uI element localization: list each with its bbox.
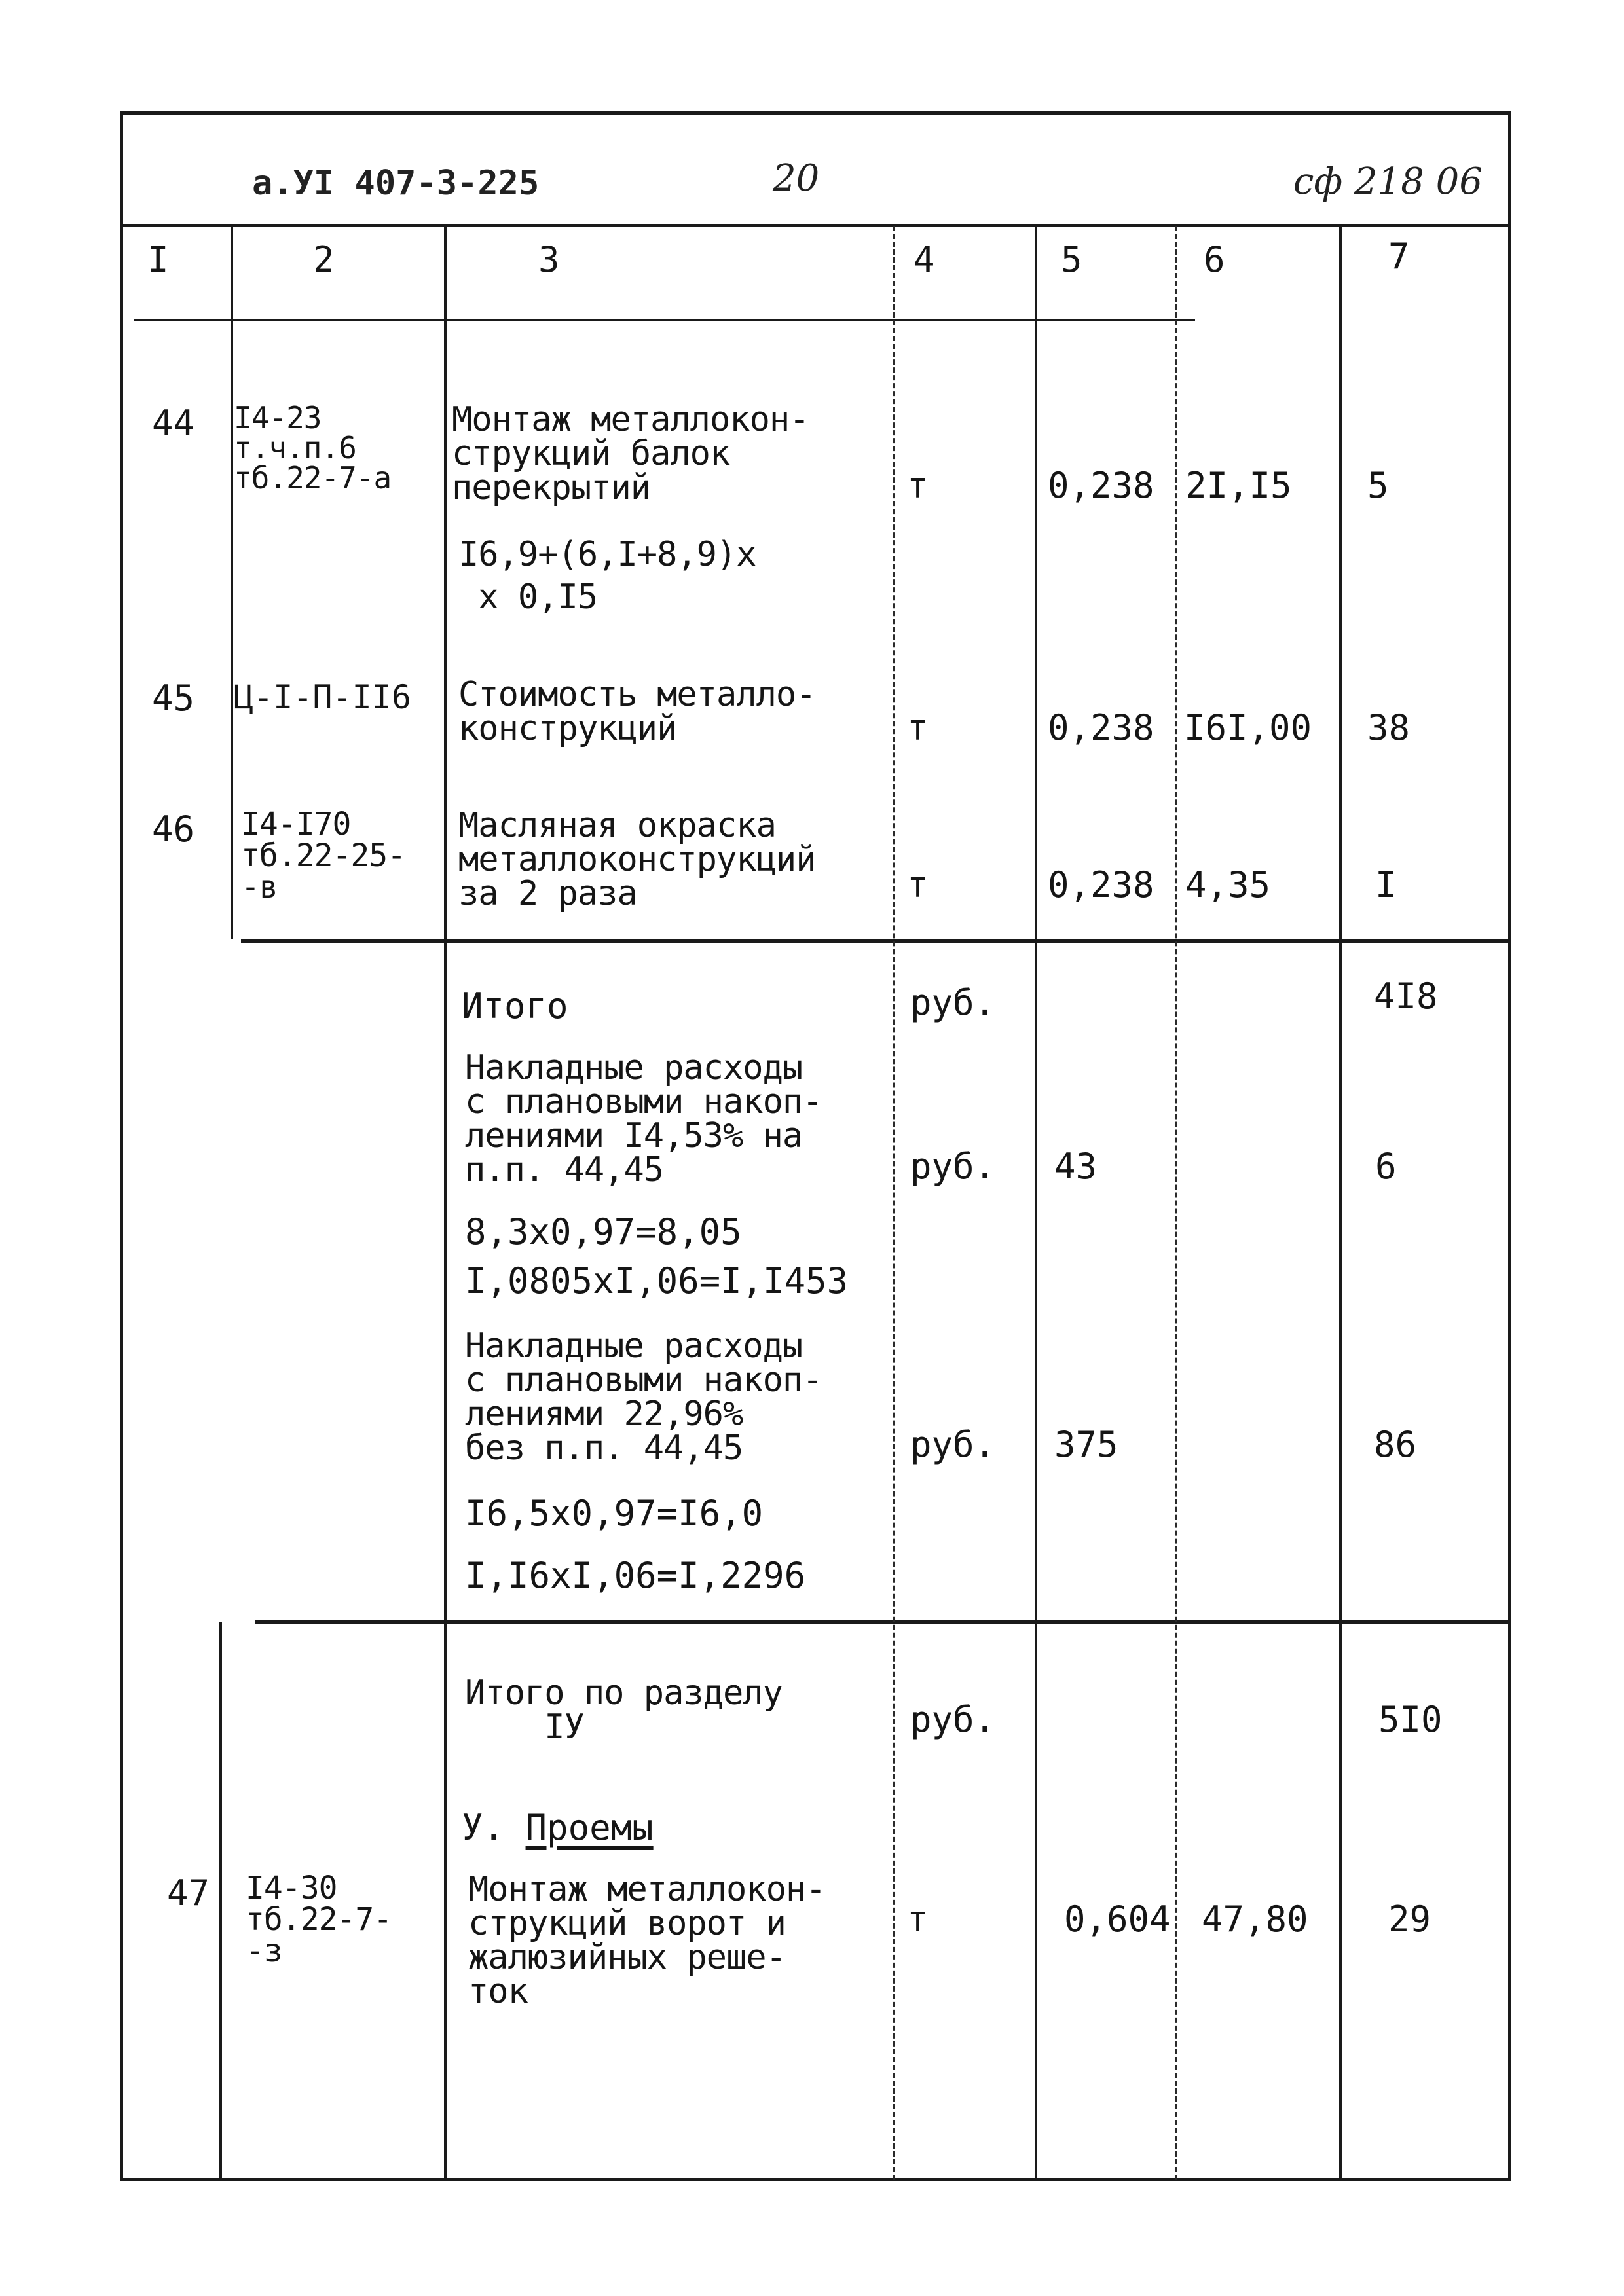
row-45-number: 45 [152, 678, 195, 719]
column-divider-1 [231, 226, 233, 939]
section-total-unit: руб. [910, 1699, 996, 1740]
page-number: 20 [773, 157, 820, 200]
column-number-4: 4 [913, 239, 935, 280]
row-46-price: 4,35 [1185, 864, 1271, 905]
column-divider-4 [1035, 226, 1037, 2180]
overhead-1-calculation-1: 8,3х0,97=8,05 [465, 1211, 742, 1252]
row-47-unit: т [907, 1899, 929, 1940]
row-46-unit: т [907, 864, 929, 905]
section-total-total: 5I0 [1378, 1699, 1443, 1740]
row-45-description: Стоимость металло- конструкций [458, 675, 816, 748]
document-reference: а.УI 407-3-225 [252, 164, 540, 203]
column-divider-2 [444, 226, 447, 2180]
column-number-2: 2 [313, 239, 335, 280]
subtotal-label: Итого [462, 985, 568, 1027]
row-47-quantity: 0,604 [1064, 1899, 1171, 1940]
row-47-code: I4-30 тб.22-7- -з [246, 1870, 392, 1969]
header-rule [120, 224, 1511, 227]
subtotal-unit: руб. [910, 982, 996, 1023]
column-number-5: 5 [1061, 239, 1082, 280]
overhead-1-description: Накладные расходы с плановыми накоп- лениями I4,53% на п.п. 44,45 [465, 1048, 822, 1190]
overhead-1-calculation-2: I,0805хI,06=I,I453 [465, 1260, 849, 1302]
section-v-prefix: У. [462, 1807, 505, 1848]
row-44-description: Монтаж металлокон- струкций балок перекрытий [452, 400, 809, 507]
row-45-quantity: 0,238 [1048, 707, 1154, 748]
section-v-title: Проемы [525, 1807, 654, 1848]
sheet-code: сф 218 06 [1293, 160, 1483, 203]
column-divider-5 [1175, 226, 1177, 2180]
row-44-code: I4-23 т.ч.п.6 тб.22-7-а [234, 400, 392, 496]
column-number-7: 7 [1388, 236, 1410, 277]
row-46-description: Масляная окраска металлоконструкций за 2 раза [458, 806, 816, 913]
overhead-2-base: 375 [1054, 1424, 1118, 1465]
row-47-total: 29 [1388, 1899, 1431, 1940]
subtotal-rule [241, 939, 1511, 943]
overhead-2-total: 86 [1374, 1424, 1417, 1465]
row-44-unit: т [907, 465, 929, 506]
row-46-quantity: 0,238 [1048, 864, 1154, 905]
row-45-code: Ц-I-П-II6 [234, 678, 411, 716]
row-45-total: 38 [1367, 707, 1411, 748]
row-45-price: I6I,00 [1184, 707, 1312, 748]
column-number-3: 3 [538, 239, 560, 280]
row-44-number: 44 [152, 403, 195, 444]
overhead-2-description: Накладные расходы с плановыми накоп- лениями 22,96% без п.п. 44,45 [465, 1326, 822, 1468]
row-44-quantity: 0,238 [1048, 465, 1154, 506]
column-divider-1-lower [219, 1622, 222, 2178]
row-47-description: Монтаж металлокон- струкций ворот и жалюзийных реше- ток [468, 1870, 826, 2011]
overhead-1-unit: руб. [910, 1146, 996, 1187]
section-v-heading [462, 1807, 654, 1848]
overhead-2-unit: руб. [910, 1424, 996, 1465]
column-divider-3 [893, 226, 895, 2180]
row-47-number: 47 [167, 1872, 210, 1914]
subtotal-total: 4I8 [1374, 975, 1438, 1017]
column-number-6: 6 [1204, 239, 1225, 280]
row-46-code: I4-I70 тб.22-25- -в [241, 806, 406, 905]
row-46-number: 46 [152, 809, 195, 850]
section-total-label: Итого по разделу IУ [465, 1673, 783, 1747]
row-44-price: 2I,I5 [1185, 465, 1292, 506]
column-number-1: I [147, 239, 169, 280]
row-44-total: 5 [1367, 465, 1389, 506]
overhead-1-base: 43 [1054, 1146, 1098, 1187]
overhead-1-total: 6 [1375, 1146, 1397, 1187]
row-47-price: 47,80 [1202, 1899, 1308, 1940]
overhead-2-calculation-1: I6,5х0,97=I6,0 [465, 1493, 764, 1534]
column-divider-6 [1339, 226, 1342, 2180]
row-46-total: I [1375, 864, 1397, 905]
row-45-unit: т [907, 707, 929, 748]
row-44-calculation: I6,9+(6,I+8,9)х х 0,I5 [458, 535, 756, 617]
overhead-2-calculation-2: I,I6хI,06=I,2296 [465, 1555, 806, 1596]
